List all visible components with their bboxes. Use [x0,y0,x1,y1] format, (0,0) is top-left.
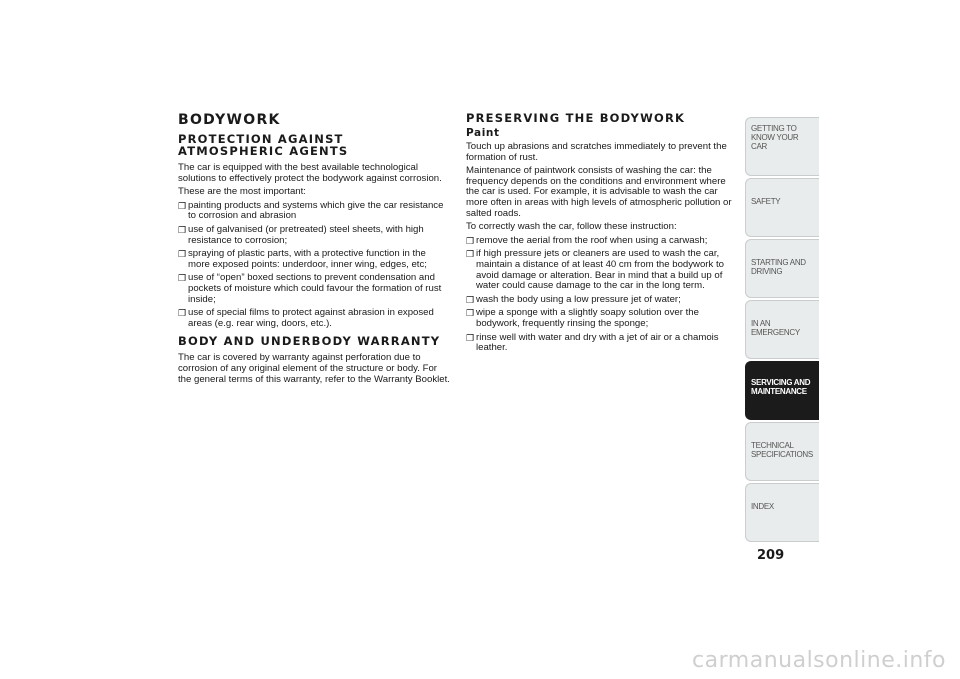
protection-intro: The car is equipped with the best available technological solutions to effectively protect the bodywork against corrosion. [178,162,442,184]
checkbox-bullet-icon: ❒ [466,235,475,246]
list-item: ❒ if high pressure jets or cleaners are used to wash the car, maintain a distance of at least 40 cm from the bodywork to avoid damage or alteration. Bear in mind that a build up of water could cause damage to the car in the long term. [466,248,724,292]
list-item: ❒ spraying of plastic parts, with a protective function in the more exposed points: underdoor, inner wing, edges, etc; [178,248,427,270]
list-item: ❒ wash the body using a low pressure jet of water; [466,293,681,305]
watermark: carmanualsonline.info [692,648,946,673]
checkbox-bullet-icon: ❒ [178,200,187,211]
section-title-bodywork: BODYWORK [178,112,281,128]
tab-servicing-and-maintenance[interactable]: SERVICING AND MAINTENANCE [745,361,819,420]
list-item: ❒ wipe a sponge with a slightly soapy solution over the bodywork, frequently rinsing the sponge; [466,307,699,329]
protection-list [178,201,450,330]
paint-paragraph-1: Touch up abrasions and scratches immediately to prevent the formation of rust. [466,141,727,163]
tab-starting-and-driving[interactable]: STARTING AND DRIVING [745,239,819,298]
warranty-text: The car is covered by warranty against perforation due to corrosion of any original element of the structure or body. For the general terms of this warranty, refer to the Warranty Booklet. [178,352,450,385]
checkbox-bullet-icon: ❒ [178,249,187,260]
list-item: ❒ use of special films to protect against abrasion in exposed areas (e.g. rear wing, doors, etc.). [178,307,434,329]
checkbox-bullet-icon: ❒ [178,308,187,319]
checkbox-bullet-icon: ❒ [466,332,475,343]
paint-heading: Paint [466,127,500,139]
list-item: ❒ rinse well with water and dry with a jet of air or a chamois leather. [466,331,719,354]
chapter-tabs [745,117,819,544]
subsection-title-protection: PROTECTION AGAINST ATMOSPHERIC AGENTS [178,132,349,158]
subsection-title-warranty: BODY AND UNDERBODY WARRANTY [178,334,441,349]
tab-technical-specifications[interactable]: TECHNICAL SPECIFICATIONS [745,422,819,481]
paint-paragraph-2: Maintenance of paintwork consists of washing the car: the frequency depends on the conditions and environment where the car is used. For example, it is advisable to wash the car more often in areas with high levels of atmospheric pollution or salted roads. [466,165,732,219]
checkbox-bullet-icon: ❒ [178,273,187,284]
tab-getting-to-know-your-car[interactable]: GETTING TO KNOW YOUR CAR [745,117,819,176]
list-item: ❒ use of galvanised (or pretreated) steel sheets, with high resistance to corrosion; [178,223,424,246]
tab-index[interactable]: INDEX [745,483,819,542]
checkbox-bullet-icon: ❒ [178,224,187,235]
left-column [178,112,450,388]
list-item: ❒ remove the aerial from the roof when using a carwash; [466,234,708,246]
right-column [466,112,740,360]
list-item: ❒ use of “open” boxed sections to prevent condensation and pockets of moisture which could favour the formation of rust inside; [178,272,442,305]
checkbox-bullet-icon: ❒ [466,308,475,319]
page-number: 209 [757,548,785,563]
tab-in-an-emergency[interactable]: IN AN EMERGENCY [745,300,819,359]
protection-intro-2: These are the most important: [178,186,306,198]
washing-list [466,236,740,354]
tab-safety[interactable]: SAFETY [745,178,819,237]
checkbox-bullet-icon: ❒ [466,249,475,260]
paint-paragraph-3: To correctly wash the car, follow these instruction: [466,221,677,233]
checkbox-bullet-icon: ❒ [466,294,475,305]
section-title-preserving: PRESERVING THE BODYWORK [466,111,686,125]
list-item: ❒ painting products and systems which give the car resistance to corrosion and abrasion [178,199,444,222]
